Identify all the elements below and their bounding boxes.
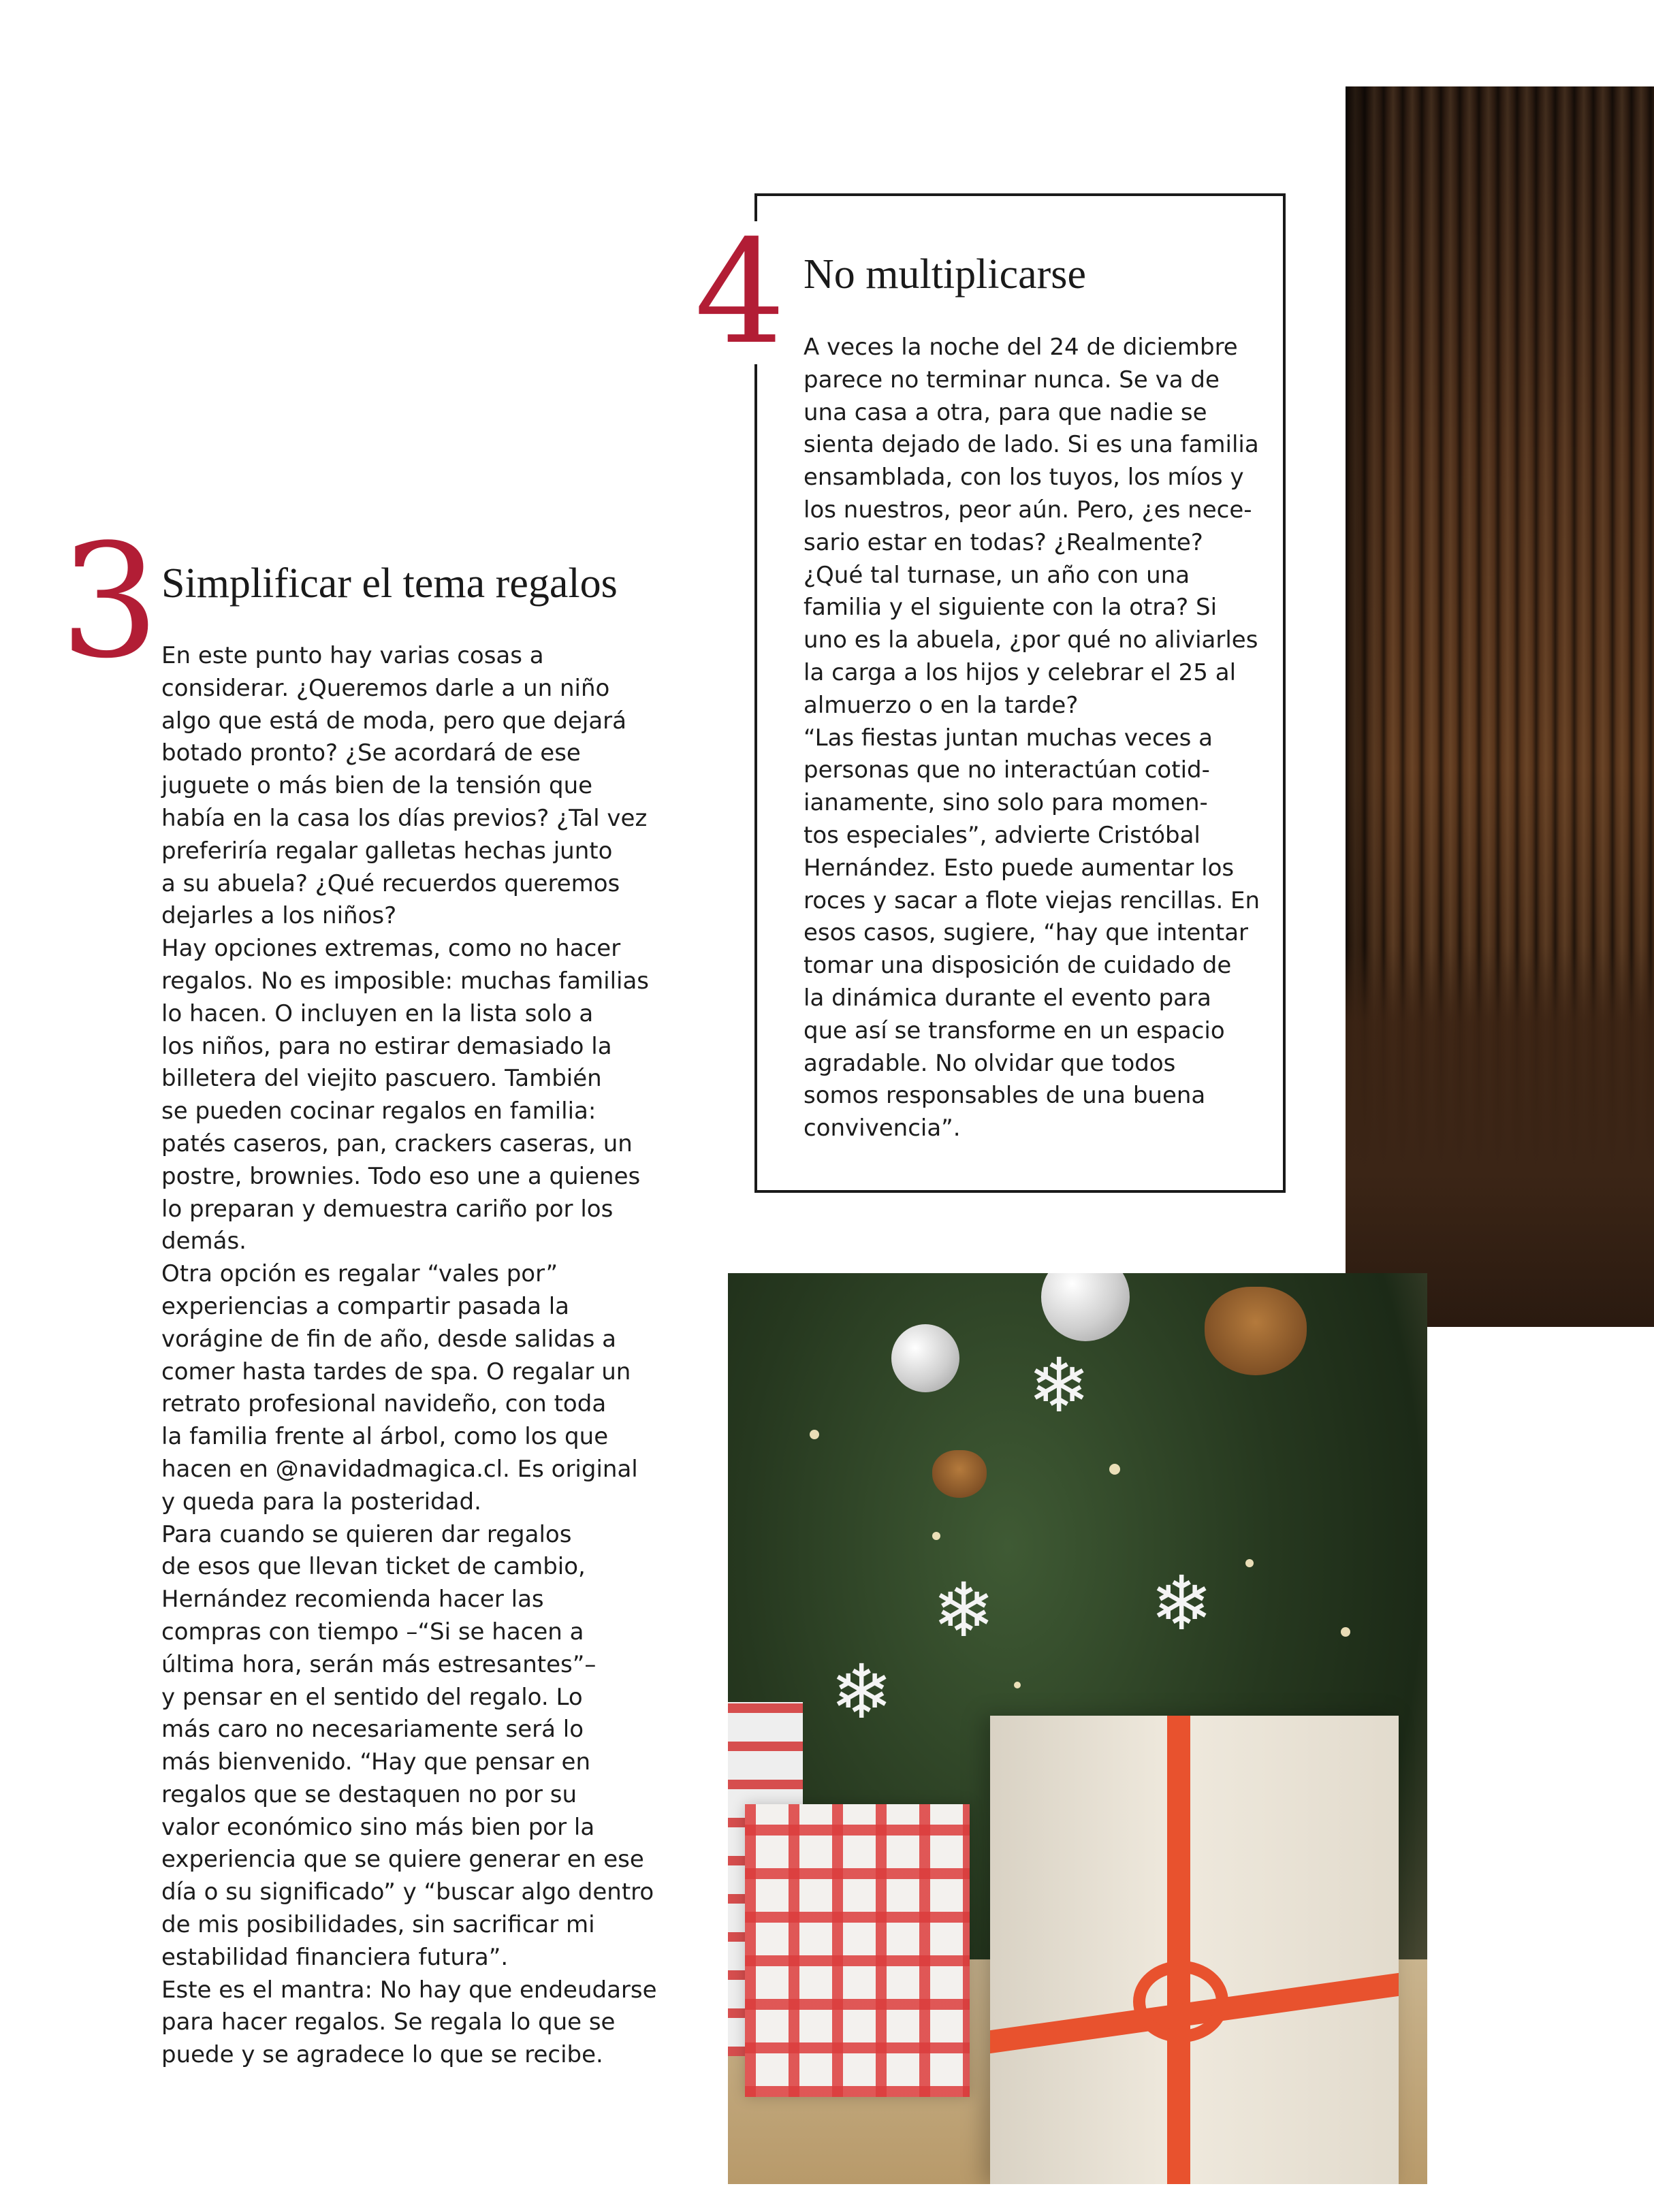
body-line: la dinámica durante el evento para <box>804 984 1211 1012</box>
body-line: para hacer regalos. Se regala lo que se <box>161 2008 616 2036</box>
body-line: la carga a los hijos y celebrar el 25 al <box>804 658 1237 686</box>
section-3-body <box>161 640 679 2072</box>
section-3-number: 3 <box>60 511 160 693</box>
body-line: botado pronto? ¿Se acordará de ese <box>161 739 581 767</box>
body-line: algo que está de moda, pero que dejará <box>161 707 626 735</box>
body-line: patés caseros, pan, crackers caseras, un <box>161 1129 633 1157</box>
body-line: juguete o más bien de la tensión que <box>161 772 593 800</box>
body-line: los nuestros, peor aún. Pero, ¿es nece- <box>804 496 1252 524</box>
body-line: Para cuando se quieren dar regalos <box>161 1520 572 1548</box>
body-line: a su abuela? ¿Qué recuerdos queremos <box>161 869 620 897</box>
gift-box-large <box>990 1716 1399 2184</box>
snowflake-ornament: ❄ <box>830 1648 893 1735</box>
pine-cone <box>1205 1287 1307 1375</box>
body-line: regalos. No es imposible: muchas familias <box>161 967 650 995</box>
body-line: que así se transforme en un espacio <box>804 1016 1225 1044</box>
section-3-title: Simplificar el tema regalos <box>161 560 618 607</box>
light-bokeh <box>932 1532 940 1540</box>
body-line: Hernández recomienda hacer las <box>161 1586 544 1614</box>
body-line: más bienvenido. “Hay que pensar en <box>161 1748 591 1776</box>
wood-panel-photo <box>1346 86 1654 1327</box>
body-line: ¿Qué tal turnase, un año con una <box>804 561 1190 589</box>
body-line: Hay opciones extremas, como no hacer <box>161 935 621 963</box>
body-line: más caro no necesariamente será lo <box>161 1716 584 1744</box>
body-line: parece no terminar nunca. Se va de <box>804 366 1220 394</box>
body-line: considerar. ¿Queremos darle a un niño <box>161 674 610 702</box>
body-line: día o su significado” y “buscar algo dentro <box>161 1878 654 1906</box>
body-line: convivencia”. <box>804 1115 961 1142</box>
body-line: Hernández. Esto puede aumentar los <box>804 854 1235 882</box>
light-bokeh <box>1341 1627 1350 1637</box>
wood-panel-base <box>1346 946 1654 1327</box>
body-line: uno es la abuela, ¿por qué no aliviarles <box>804 626 1258 654</box>
body-line: “Las fiestas juntan muchas veces a <box>804 724 1213 752</box>
light-bokeh <box>810 1430 819 1439</box>
body-line: ensamblada, con los tuyos, los míos y <box>804 464 1244 492</box>
section-4-title: No multiplicarse <box>804 251 1086 298</box>
body-line: comer hasta tardes de spa. O regalar un <box>161 1358 631 1385</box>
gift-box-plaid <box>745 1804 970 2097</box>
section-4-body <box>804 332 1280 1145</box>
body-line: y pensar en el sentido del regalo. Lo <box>161 1683 583 1711</box>
body-line: En este punto hay varias cosas a <box>161 642 544 669</box>
body-line: sienta dejado de lado. Si es una familia <box>804 431 1259 459</box>
body-line: experiencias a compartir pasada la <box>161 1292 570 1320</box>
ornament-ball <box>891 1324 959 1392</box>
body-line: tos especiales”, advierte Cristóbal <box>804 821 1200 849</box>
body-line: retrato profesional navideño, con toda <box>161 1390 607 1418</box>
body-line: preferiría regalar galletas hechas junto <box>161 837 613 865</box>
body-line: regalos que se destaquen no por su <box>161 1780 577 1808</box>
body-line: estabilidad financiera futura”. <box>161 1943 509 1971</box>
body-line: había en la casa los días previos? ¿Tal vez <box>161 804 648 832</box>
body-line: compras con tiempo –“Si se hacen a <box>161 1618 584 1646</box>
body-line: una casa a otra, para que nadie se <box>804 398 1207 426</box>
body-line: de esos que llevan ticket de cambio, <box>161 1553 586 1581</box>
body-line: A veces la noche del 24 de diciembre <box>804 334 1238 361</box>
body-line: lo hacen. O incluyen en la lista solo a <box>161 999 594 1027</box>
body-line: familia y el siguiente con la otra? Si <box>804 594 1218 622</box>
body-line: almuerzo o en la tarde? <box>804 691 1079 719</box>
snowflake-ornament: ❄ <box>1150 1560 1213 1647</box>
body-line: Este es el mantra: No hay que endeudarse <box>161 1976 657 2004</box>
body-line: tomar una disposición de cuidado de <box>804 952 1232 980</box>
body-line: y queda para la posteridad. <box>161 1488 481 1516</box>
light-bokeh <box>1109 1464 1120 1475</box>
body-line: personas que no interactúan cotid- <box>804 756 1210 784</box>
body-line: experiencia que se quiere generar en ese <box>161 1846 644 1874</box>
body-line: vorágine de fin de año, desde salidas a <box>161 1325 616 1353</box>
body-line: de mis posibilidades, sin sacrificar mi <box>161 1911 595 1939</box>
body-line: lo preparan y demuestra cariño por los <box>161 1195 614 1223</box>
christmas-gifts-photo <box>728 1273 1427 2184</box>
gift-bow <box>1133 1961 1228 2042</box>
body-line: sario estar en todas? ¿Realmente? <box>804 528 1203 556</box>
ornament-ball <box>1041 1273 1130 1341</box>
body-line: demás. <box>161 1228 246 1255</box>
pine-cone <box>932 1450 987 1498</box>
body-line: dejarles a los niños? <box>161 902 397 930</box>
body-line: billetera del viejito pascuero. También <box>161 1065 602 1093</box>
snowflake-ornament: ❄ <box>932 1567 996 1654</box>
body-line: la familia frente al árbol, como los que <box>161 1423 609 1451</box>
gift-ribbon <box>1167 1716 1190 2184</box>
body-line: se pueden cocinar regalos en familia: <box>161 1097 597 1125</box>
body-line: última hora, serán más estresantes”– <box>161 1650 597 1678</box>
body-line: Otra opción es regalar “vales por” <box>161 1260 558 1288</box>
body-line: hacen en @navidadmagica.cl. Es original <box>161 1455 638 1483</box>
body-line: ianamente, sino solo para momen- <box>804 789 1208 817</box>
snowflake-ornament: ❄ <box>1028 1342 1091 1429</box>
body-line: postre, brownies. Todo eso une a quienes <box>161 1162 641 1190</box>
body-line: esos casos, sugiere, “hay que intentar <box>804 919 1249 947</box>
body-line: valor económico sino más bien por la <box>161 1813 595 1841</box>
body-line: agradable. No olvidar que todos <box>804 1049 1176 1077</box>
body-line: roces y sacar a flote viejas rencillas. En <box>804 886 1260 914</box>
light-bokeh <box>1245 1559 1254 1567</box>
section-4-number: 4 <box>689 221 789 364</box>
body-line: somos responsables de una buena <box>804 1082 1206 1110</box>
body-line: puede y se agradece lo que se recibe. <box>161 2041 603 2069</box>
body-line: los niños, para no estirar demasiado la <box>161 1032 612 1060</box>
light-bokeh <box>1014 1682 1021 1688</box>
